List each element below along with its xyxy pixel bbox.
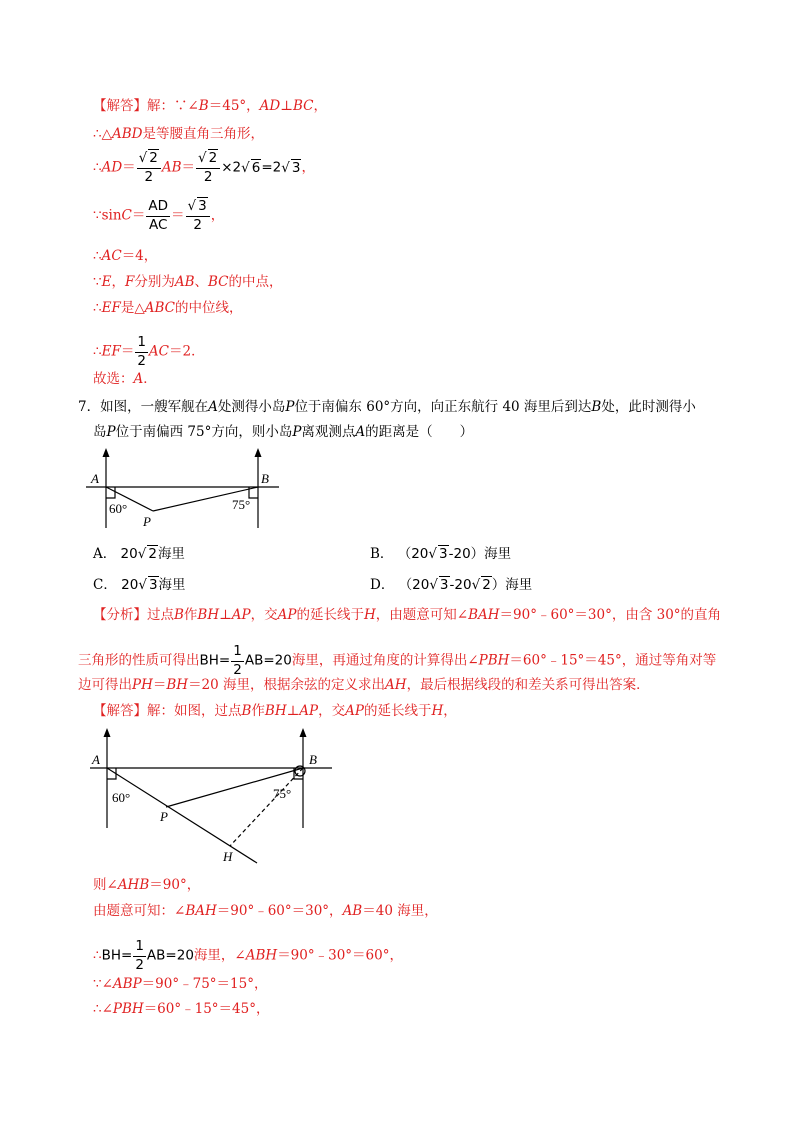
solution6-line6: ∵E，F分别为AB、BC的中点，	[93, 274, 283, 290]
option-a[interactable]: A． 20√ 2海里	[93, 546, 185, 562]
option-c[interactable]: C． 20√ 3海里	[93, 577, 186, 593]
option-b[interactable]: B． （20√ 3-20）海里	[370, 546, 512, 562]
angle-60-label: 60°	[109, 501, 128, 516]
label-b: B	[261, 471, 269, 486]
label-b: B	[309, 752, 317, 767]
label-p: P	[143, 514, 151, 529]
option-d[interactable]: D． （20√ 3-20√ 2）海里	[370, 577, 533, 593]
analysis7-line3: 边可得出PH＝BH＝20 海里，根据余弦的定义求出AH，最后根据线段的和差关系可得出答案．	[78, 677, 650, 693]
solution6-line7: ∴EF是△ABC的中位线，	[93, 300, 243, 316]
solution7-line1: 【解答】解：如图，过点B作BH⊥AP，交AP的延长线于H，	[93, 703, 457, 719]
solution6-line4: ∵sinC＝ $\frac{AD}{AC}$ ＝ $\frac{√ 3}{2}$ ，	[93, 198, 225, 233]
fraction: $\frac{1}{2}$	[233, 643, 242, 678]
analysis7-line2: 三角形的性质可得出BH= $\frac{1}{2}$ AB=20海里，再通过角度的计算得出∠PBH＝60°﹣15°＝45°，通过等角对等	[78, 643, 717, 678]
solution6-line2: ∴△ABD是等腰直角三角形，	[93, 126, 264, 142]
solution7-line5: ∵∠ABP＝90°﹣75°＝15°，	[93, 976, 268, 992]
analysis7-line1: 【分析】过点B作BH⊥AP，交AP的延长线于H，由题意可知∠BAH＝90°﹣60°＝30°，由含 30°的直角	[93, 607, 722, 623]
angle-75-label: 75°	[273, 786, 292, 801]
label-p: P	[160, 809, 168, 824]
fraction: $\frac{1}{2}$	[135, 938, 144, 973]
question7-line2: 岛P位于南偏西 75°方向，则小岛P离观测点A的距离是（ ）	[93, 424, 474, 440]
solution7-figure	[90, 728, 340, 868]
solution6-line8: ∴EF＝ $\frac{1}{2}$ AC＝2．	[93, 334, 205, 369]
fraction: $\frac{√ 2}{2}$	[137, 152, 161, 184]
solution6-line9: 故选：A．	[93, 371, 157, 387]
question7-line1: 7．如图，一艘军舰在A处测得小岛P位于南偏东 60°方向，向正东航行 40 海里后到达B处，此时测得小	[78, 399, 696, 415]
problem7-figure	[86, 448, 286, 538]
fraction: $\frac{1}{2}$	[137, 334, 146, 369]
solution7-line6: ∴∠PBH＝60°﹣15°＝45°，	[93, 1001, 270, 1017]
angle-60-label: 60°	[112, 790, 131, 805]
label-a: A	[91, 471, 99, 486]
solution6-line5: ∴AC＝4，	[93, 248, 158, 264]
label-a: A	[92, 752, 100, 767]
fraction: $\frac{√ 2}{2}$	[196, 152, 220, 184]
fraction: $\frac{√ 3}{2}$	[186, 200, 210, 232]
solution7-line3: 由题意可知：∠BAH＝90°﹣60°＝30°，AB＝40 海里，	[93, 903, 438, 919]
fraction: $\frac{AD}{AC}$	[148, 198, 169, 233]
solution7-line4: ∴BH= $\frac{1}{2}$ AB=20海里，∠ABH＝90°﹣30°＝60°，	[93, 938, 403, 973]
angle-75-label: 75°	[232, 497, 251, 512]
solution6-line3: ∴AD＝ $\frac{√ 2}{2}$ AB＝ $\frac{√ 2}{2}$ ×2√ 6=2√ 3，	[93, 150, 315, 185]
solution6-line1: 【解答】解：∵∠B＝45°，AD⊥BC，	[93, 98, 327, 114]
solution7-line2: 则∠AHB＝90°，	[93, 877, 201, 893]
label-h: H	[223, 849, 233, 864]
